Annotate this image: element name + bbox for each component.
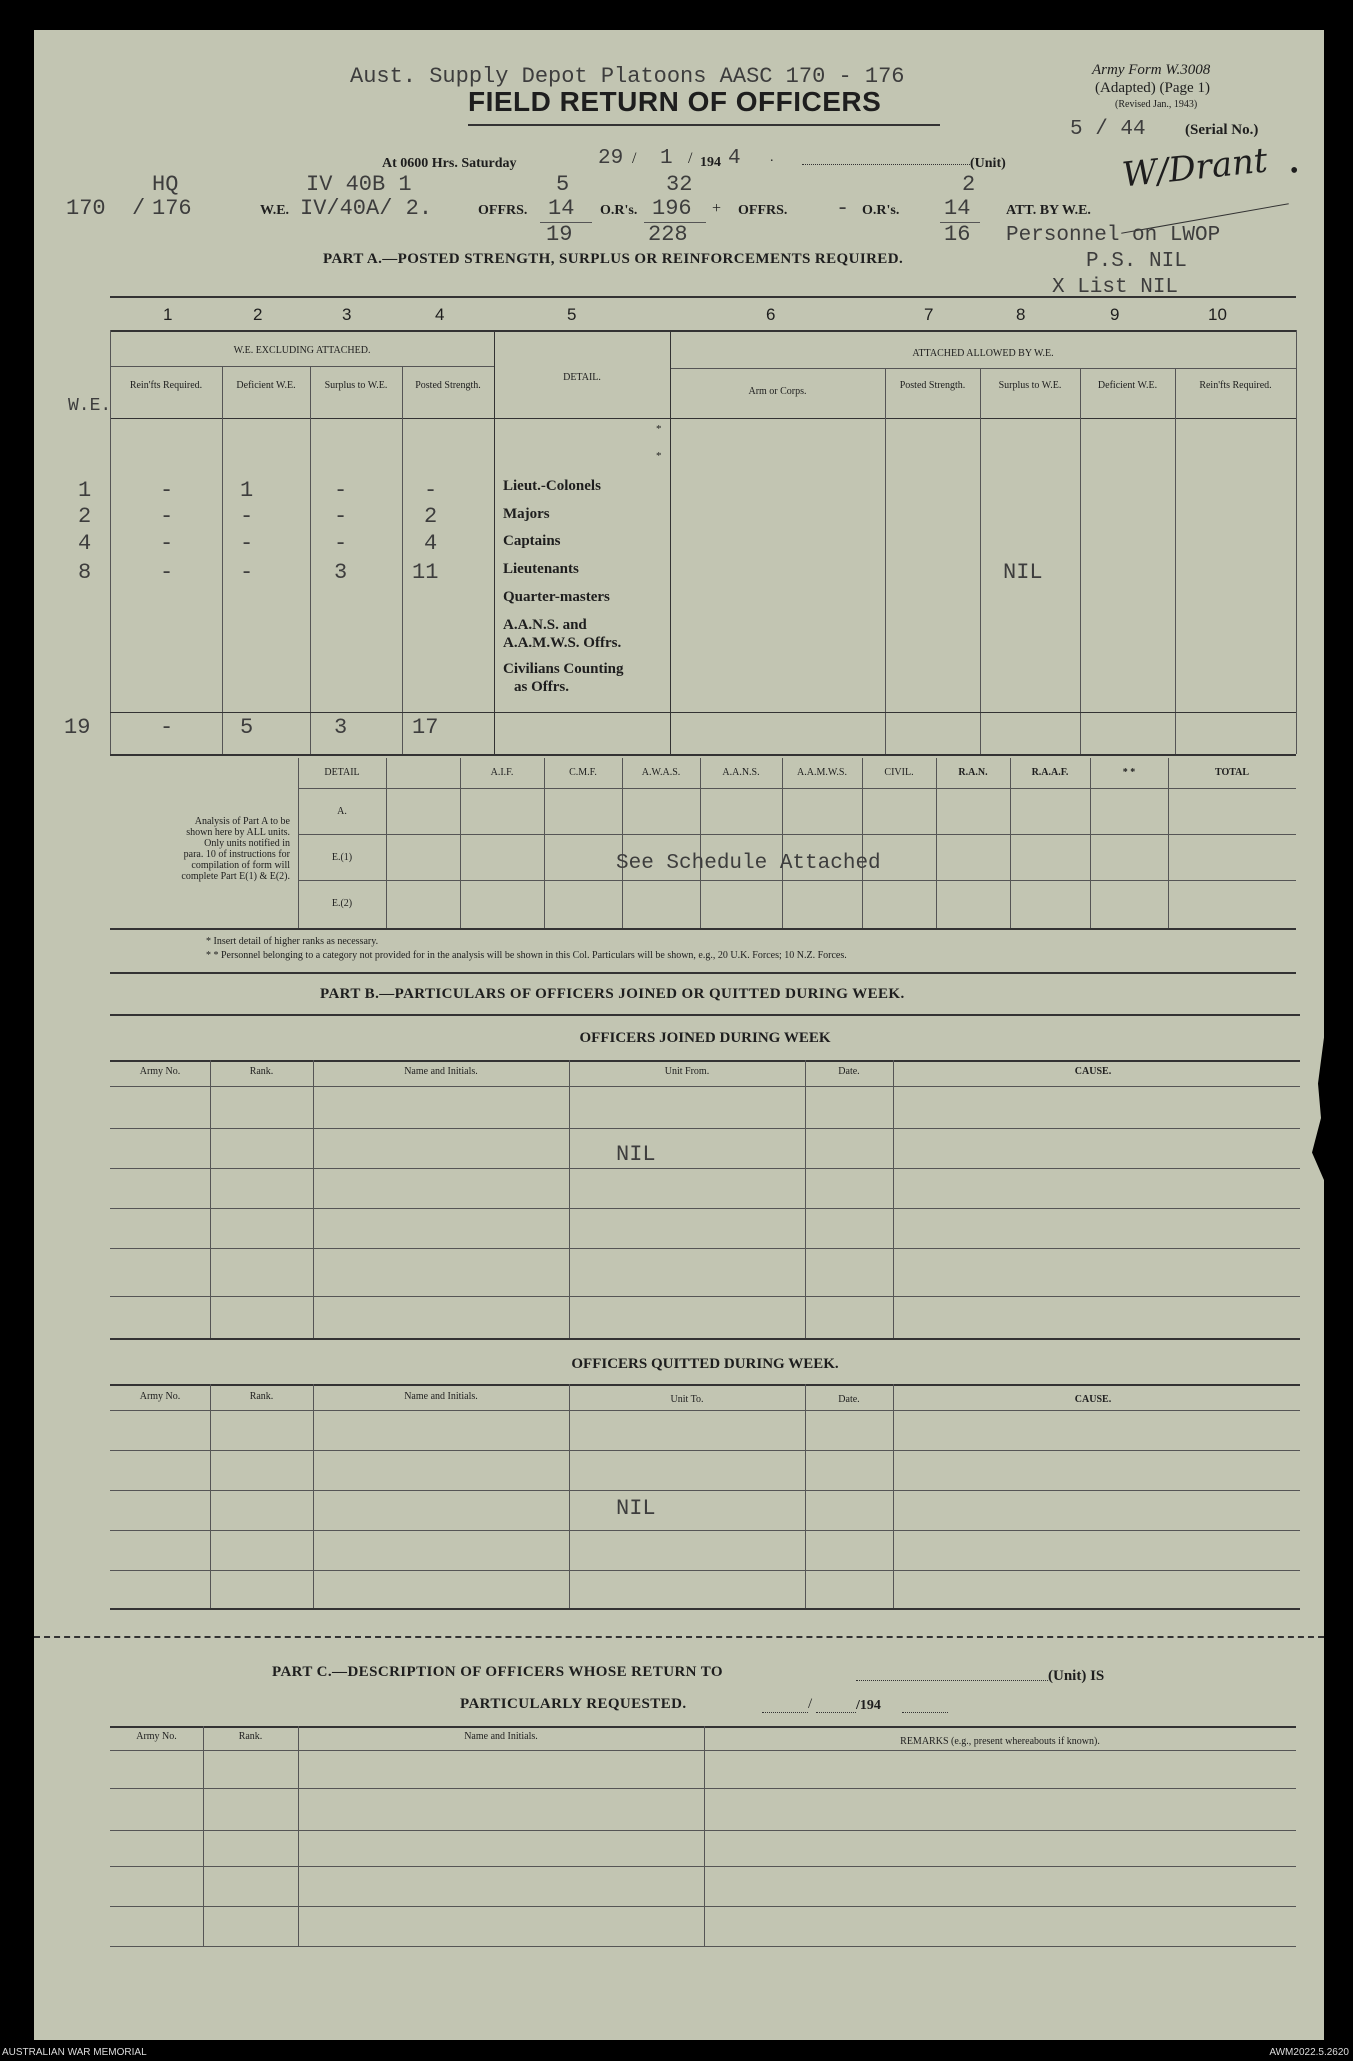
col-number-4: 4 xyxy=(435,305,445,324)
serial-value: 5 / 44 xyxy=(1070,118,1146,141)
header-surplus-we: Surplus to W.E. xyxy=(324,380,388,391)
date-year: 194 xyxy=(700,155,721,170)
part-c-year: /194 xyxy=(856,1698,881,1713)
analysis-header-total: TOTAL xyxy=(1214,767,1250,778)
joined-header-cause: CAUSE. xyxy=(1074,1066,1112,1077)
offrs-bottom: 19 xyxy=(546,222,573,247)
col-number-6: 6 xyxy=(766,305,776,324)
header-att-posted-strength: Posted Strength. xyxy=(899,380,966,391)
quitted-header-rank: Rank. xyxy=(249,1391,274,1402)
joined-header-army-no: Army No. xyxy=(139,1066,181,1077)
analysis-header-aif: A.I.F. xyxy=(490,767,514,778)
unit-170: 170 xyxy=(66,196,106,221)
date-year-digit: 4 xyxy=(728,147,741,170)
joined-header-unit-from: Unit From. xyxy=(664,1066,710,1077)
analysis-header-civil: CIVIL. xyxy=(884,767,914,778)
hq: HQ xyxy=(152,172,179,197)
detail-header: DETAIL. xyxy=(563,372,601,383)
header-att-deficient-we: Deficient W.E. xyxy=(1097,380,1158,391)
col-number-10: 10 xyxy=(1208,305,1227,324)
analysis-header-awas: A.W.A.S. xyxy=(641,767,681,778)
partc-header-remarks: REMARKS (e.g., present whereabouts if known). xyxy=(900,1736,1100,1747)
offrs-label: OFFRS. xyxy=(478,203,528,218)
quitted-header-cause: CAUSE. xyxy=(1074,1394,1112,1405)
attached-allowed-header: ATTACHED ALLOWED BY W.E. xyxy=(912,348,1054,359)
date-month: 1 xyxy=(660,147,673,170)
header-reinfts-required: Rein'fts Required. xyxy=(129,380,203,391)
header-att-reinfts-required: Rein'fts Required. xyxy=(1199,380,1272,391)
col-number-7: 7 xyxy=(924,305,934,324)
header-deficient-we: Deficient W.E. xyxy=(236,380,296,391)
star-1: * xyxy=(656,423,662,435)
col-number-8: 8 xyxy=(1016,305,1026,324)
offrs-mid: 14 xyxy=(548,196,575,221)
ors-bottom: 228 xyxy=(648,222,688,247)
joined-nil: NIL xyxy=(616,1142,656,1167)
star-2: * xyxy=(656,450,662,462)
form-reference: Army Form W.3008 xyxy=(1092,62,1211,78)
partc-header-rank: Rank. xyxy=(238,1731,263,1742)
part-c-slash: / xyxy=(808,1696,813,1712)
footnote-1: * Insert detail of higher ranks as necessary. xyxy=(206,936,379,947)
offrs-top: 5 xyxy=(556,172,570,197)
quitted-header-name: Name and Initials. xyxy=(404,1391,478,1402)
partc-header-army-no: Army No. xyxy=(136,1731,177,1742)
form-adapted: (Adapted) (Page 1) xyxy=(1095,80,1210,96)
we-excluding-header: W.E. EXCLUDING ATTACHED. xyxy=(233,345,371,356)
analysis-header-aans: A.A.N.S. xyxy=(722,767,760,778)
typed-unit: Aust. Supply Depot Platoons AASC 170 - 176 xyxy=(350,64,905,89)
footer-left: AUSTRALIAN WAR MEMORIAL xyxy=(2,2047,147,2058)
quitted-nil: NIL xyxy=(616,1496,656,1521)
ors2-bottom: 16 xyxy=(944,222,971,247)
ors2-top: 2 xyxy=(962,172,976,197)
at-time: At 0600 Hrs. Saturday xyxy=(382,156,517,171)
analysis-header-ran: R.A.N. xyxy=(958,767,988,778)
attached-nil: NIL xyxy=(1003,560,1043,585)
lwop: Personnel on LWOP xyxy=(1006,224,1221,247)
footer-right: AWM2022.5.2620 xyxy=(1269,2047,1349,2058)
part-c-line2: PARTICULARLY REQUESTED. xyxy=(460,1696,687,1712)
signature: W/Drant xyxy=(1120,140,1270,196)
unit-176: 176 xyxy=(152,196,192,221)
cut-line xyxy=(34,1636,1324,1638)
plus-sign: + xyxy=(712,200,722,217)
footnote-2: * * Personnel belonging to a category not provided for in the analysis will be shown in this Col. Particulars will be shown, e.g., 20 U.K. Forces; 10 N.Z. Forces. xyxy=(206,950,847,961)
form-title: FIELD RETURN OF OFFICERS xyxy=(468,86,882,117)
col-number-3: 3 xyxy=(342,305,352,324)
col-number-9: 9 xyxy=(1110,305,1120,324)
joined-header-date: Date. xyxy=(838,1066,860,1077)
we-label: W.E. xyxy=(260,203,290,218)
analysis-header-cmf: C.M.F. xyxy=(569,767,597,778)
analysis-header-detail: DETAIL xyxy=(324,767,360,778)
ors2-mid: 14 xyxy=(944,196,971,221)
we-top: IV 40B 1 xyxy=(306,172,412,197)
part-b-heading: PART B.—PARTICULARS OF OFFICERS JOINED OR QUITTED DURING WEEK. xyxy=(320,986,905,1002)
header-att-surplus-we: Surplus to W.E. xyxy=(998,380,1062,391)
ors2-label: O.R's. xyxy=(862,203,900,218)
analysis-row-e2: E.(2) xyxy=(331,898,353,909)
analysis-header-aamws: A.A.M.W.S. xyxy=(797,767,847,778)
col-number-2: 2 xyxy=(253,305,263,324)
quitted-header-date: Date. xyxy=(838,1394,860,1405)
analysis-note: Analysis of Part A to be shown here by ALL units. Only units notified in para. 10 of instructions for compilation of form will complete Part E(1) & E(2). xyxy=(181,816,290,882)
quitted-header-army-no: Army No. xyxy=(139,1391,181,1402)
part-c-heading: PART C.—DESCRIPTION OF OFFICERS WHOSE RETURN TO xyxy=(272,1664,723,1680)
partc-header-name: Name and Initials. xyxy=(464,1731,538,1742)
detail-aans: A.A.N.S. and xyxy=(503,617,587,633)
ors-top: 32 xyxy=(666,172,693,197)
header-posted-strength: Posted Strength. xyxy=(415,380,481,391)
unit-label: (Unit) xyxy=(970,156,1006,171)
col-number-5: 5 xyxy=(567,305,577,324)
see-schedule-attached: See Schedule Attached xyxy=(616,852,881,875)
ps-nil: P.S. NIL xyxy=(1086,250,1187,273)
col-number-1: 1 xyxy=(163,305,173,324)
offrs2-label: OFFRS. xyxy=(738,203,788,218)
ors-label: O.R's. xyxy=(600,203,638,218)
analysis-row-e1: E.(1) xyxy=(331,852,353,863)
joined-header-rank: Rank. xyxy=(249,1066,274,1077)
quitted-title: OFFICERS QUITTED DURING WEEK. xyxy=(571,1356,839,1372)
analysis-header-other: * * xyxy=(1122,767,1136,778)
joined-title: OFFICERS JOINED DURING WEEK xyxy=(579,1030,831,1046)
we-margin-label: W.E. xyxy=(68,396,112,416)
slash: / xyxy=(132,196,146,221)
part-a-heading: PART A.—POSTED STRENGTH, SURPLUS OR REINFORCEMENTS REQUIRED. xyxy=(323,251,904,267)
xlist-nil: X List NIL xyxy=(1052,276,1179,299)
form-revised: (Revised Jan., 1943) xyxy=(1115,99,1198,110)
date-day: 29 xyxy=(598,147,624,170)
part-c-unit-is: (Unit) IS xyxy=(1048,1668,1105,1684)
offrs2-val: - xyxy=(836,196,850,221)
analysis-header-raaf: R.A.A.F. xyxy=(1031,767,1069,778)
ors-mid: 196 xyxy=(652,196,692,221)
header-arm-or-corps: Arm or Corps. xyxy=(748,386,807,397)
detail-as-offrs: as Offrs. xyxy=(514,679,569,695)
we-bottom: IV/40A/ 2. xyxy=(300,196,433,221)
analysis-row-a: A. xyxy=(337,806,347,817)
quitted-header-unit-to: Unit To. xyxy=(670,1394,704,1405)
att-label: ATT. BY W.E. xyxy=(1006,203,1091,218)
joined-header-name: Name and Initials. xyxy=(404,1066,478,1077)
detail-aamws: A.A.M.W.S. Offrs. xyxy=(503,635,622,651)
detail-civilians: Civilians Counting xyxy=(503,661,624,677)
serial-label: (Serial No.) xyxy=(1185,122,1259,138)
